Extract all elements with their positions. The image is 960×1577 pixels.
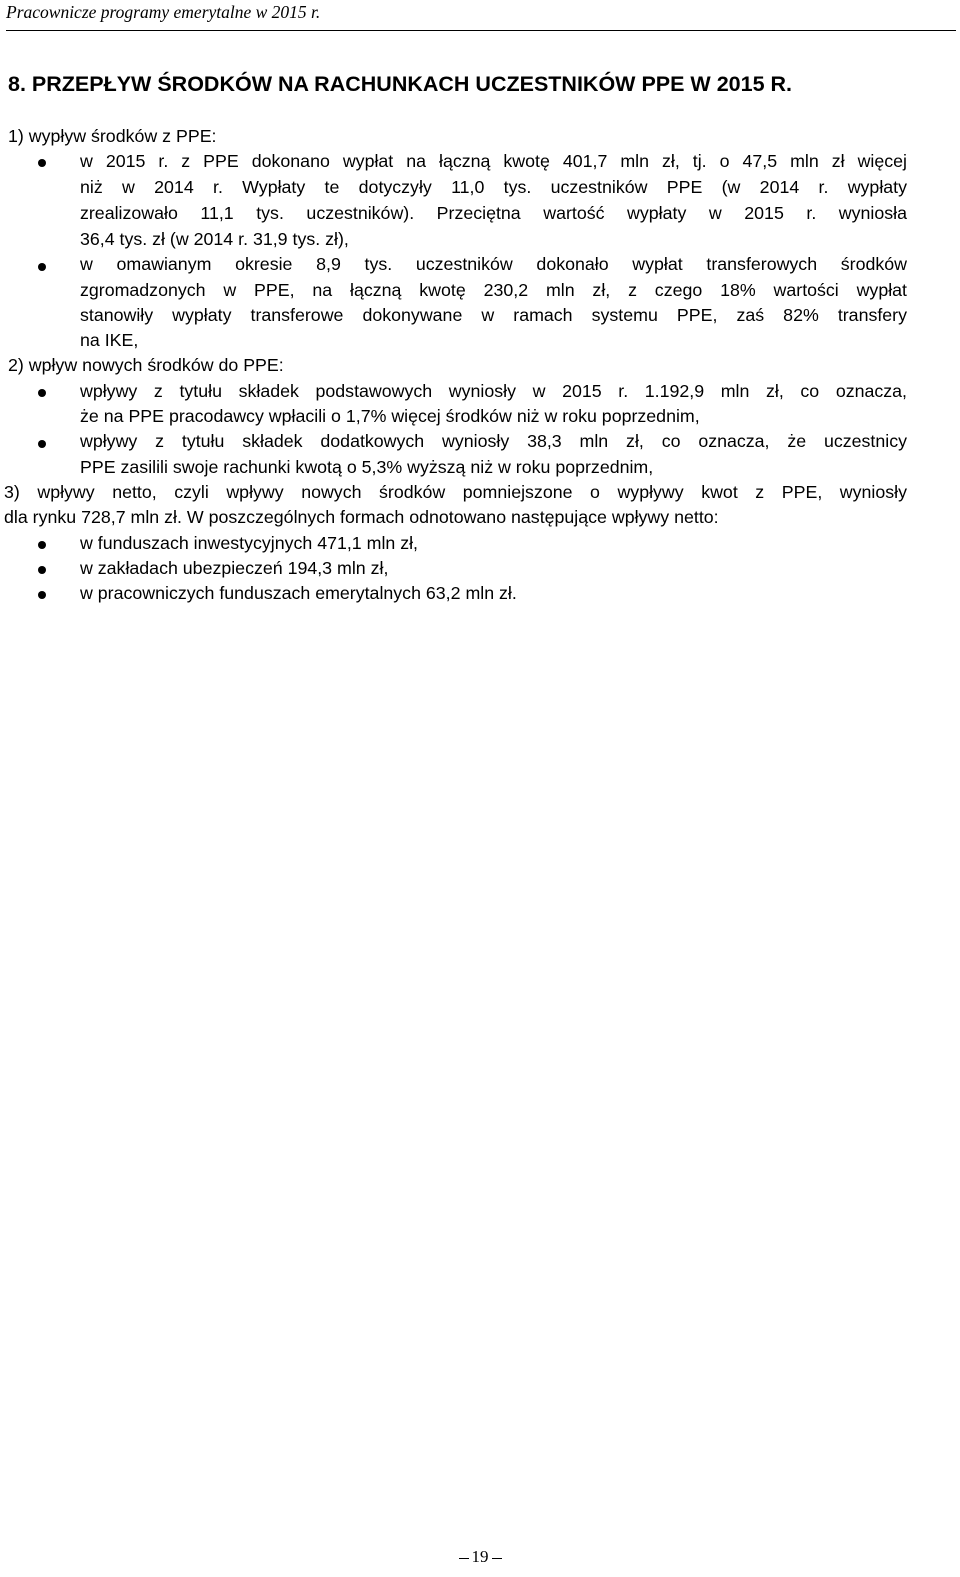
part1-bullet1-line: zrealizowało 11,1 tys. uczestników). Przeciętna wartość wypłaty w 2015 r. wyniosła xyxy=(80,203,907,223)
bullet-icon xyxy=(38,541,46,549)
part3-item: w funduszach inwestycyjnych 471,1 mln zł, xyxy=(80,533,419,553)
bullet-icon xyxy=(38,389,46,397)
part2-bullet2-line: wpływy z tytułu składek dodatkowych wyniosły 38,3 mln zł, co oznacza, że uczestnicy xyxy=(80,431,907,451)
dash-right-icon xyxy=(492,1558,502,1559)
bullet-icon xyxy=(38,440,46,448)
part1-bullet1-line: niż w 2014 r. Wypłaty te dotyczyły 11,0 tys. uczestników PPE (w 2014 r. wypłaty xyxy=(80,177,907,197)
part3-item: w zakładach ubezpieczeń 194,3 mln zł, xyxy=(80,558,389,578)
part3-line: 3) wpływy netto, czyli wpływy nowych środków pomniejszone o wypływy kwot z PPE, wyniosły xyxy=(4,482,907,502)
bullet-icon xyxy=(38,591,46,599)
part1-bullet2-line: stanowiły wypłaty transferowe dokonywane w ramach systemu PPE, zaś 82% transfery xyxy=(80,305,907,325)
part1-bullet1-line: w 2015 r. z PPE dokonano wypłat na łączną kwotę 401,7 mln zł, tj. o 47,5 mln zł więcej xyxy=(80,151,907,171)
bullet-icon xyxy=(38,566,46,574)
part2-heading: 2) wpływ nowych środków do PPE: xyxy=(8,355,284,375)
page-footer xyxy=(455,1547,505,1567)
part2-bullet1-line: wpływy z tytułu składek podstawowych wyniosły w 2015 r. 1.192,9 mln zł, co oznacza, xyxy=(80,381,907,401)
dash-left-icon xyxy=(459,1558,469,1559)
bullet-icon xyxy=(38,159,46,167)
part2-bullet2-line: PPE zasilili swoje rachunki kwotą o 5,3% wyższą niż w roku poprzednim, xyxy=(80,457,654,477)
part3-line: dla rynku 728,7 mln zł. W poszczególnych formach odnotowano następujące wpływy netto: xyxy=(4,507,719,527)
part1-heading: 1) wypływ środków z PPE: xyxy=(8,126,217,146)
part2-bullet1-line: że na PPE pracodawcy wpłacili o 1,7% więcej środków niż w roku poprzednim, xyxy=(80,406,700,426)
part1-bullet2-line: w omawianym okresie 8,9 tys. uczestników dokonało wypłat transferowych środków xyxy=(80,254,907,274)
part1-bullet1-line: 36,4 tys. zł (w 2014 r. 31,9 tys. zł), xyxy=(80,229,349,249)
running-header xyxy=(6,0,956,31)
running-header-title: Pracownicze programy emerytalne w 2015 r. xyxy=(6,2,321,22)
page-number: 19 xyxy=(471,1547,489,1566)
part1-bullet2-line: na IKE, xyxy=(80,330,139,350)
part3-item: w pracowniczych funduszach emerytalnych 63,2 mln zł. xyxy=(80,583,517,603)
section-title: 8. PRZEPŁYW ŚRODKÓW NA RACHUNKACH UCZESTNIKÓW PPE W 2015 R. xyxy=(8,72,793,96)
part1-bullet2-line: zgromadzonych w PPE, na łączną kwotę 230,2 mln zł, z czego 18% wartości wypłat xyxy=(80,280,907,300)
bullet-icon xyxy=(38,263,46,271)
